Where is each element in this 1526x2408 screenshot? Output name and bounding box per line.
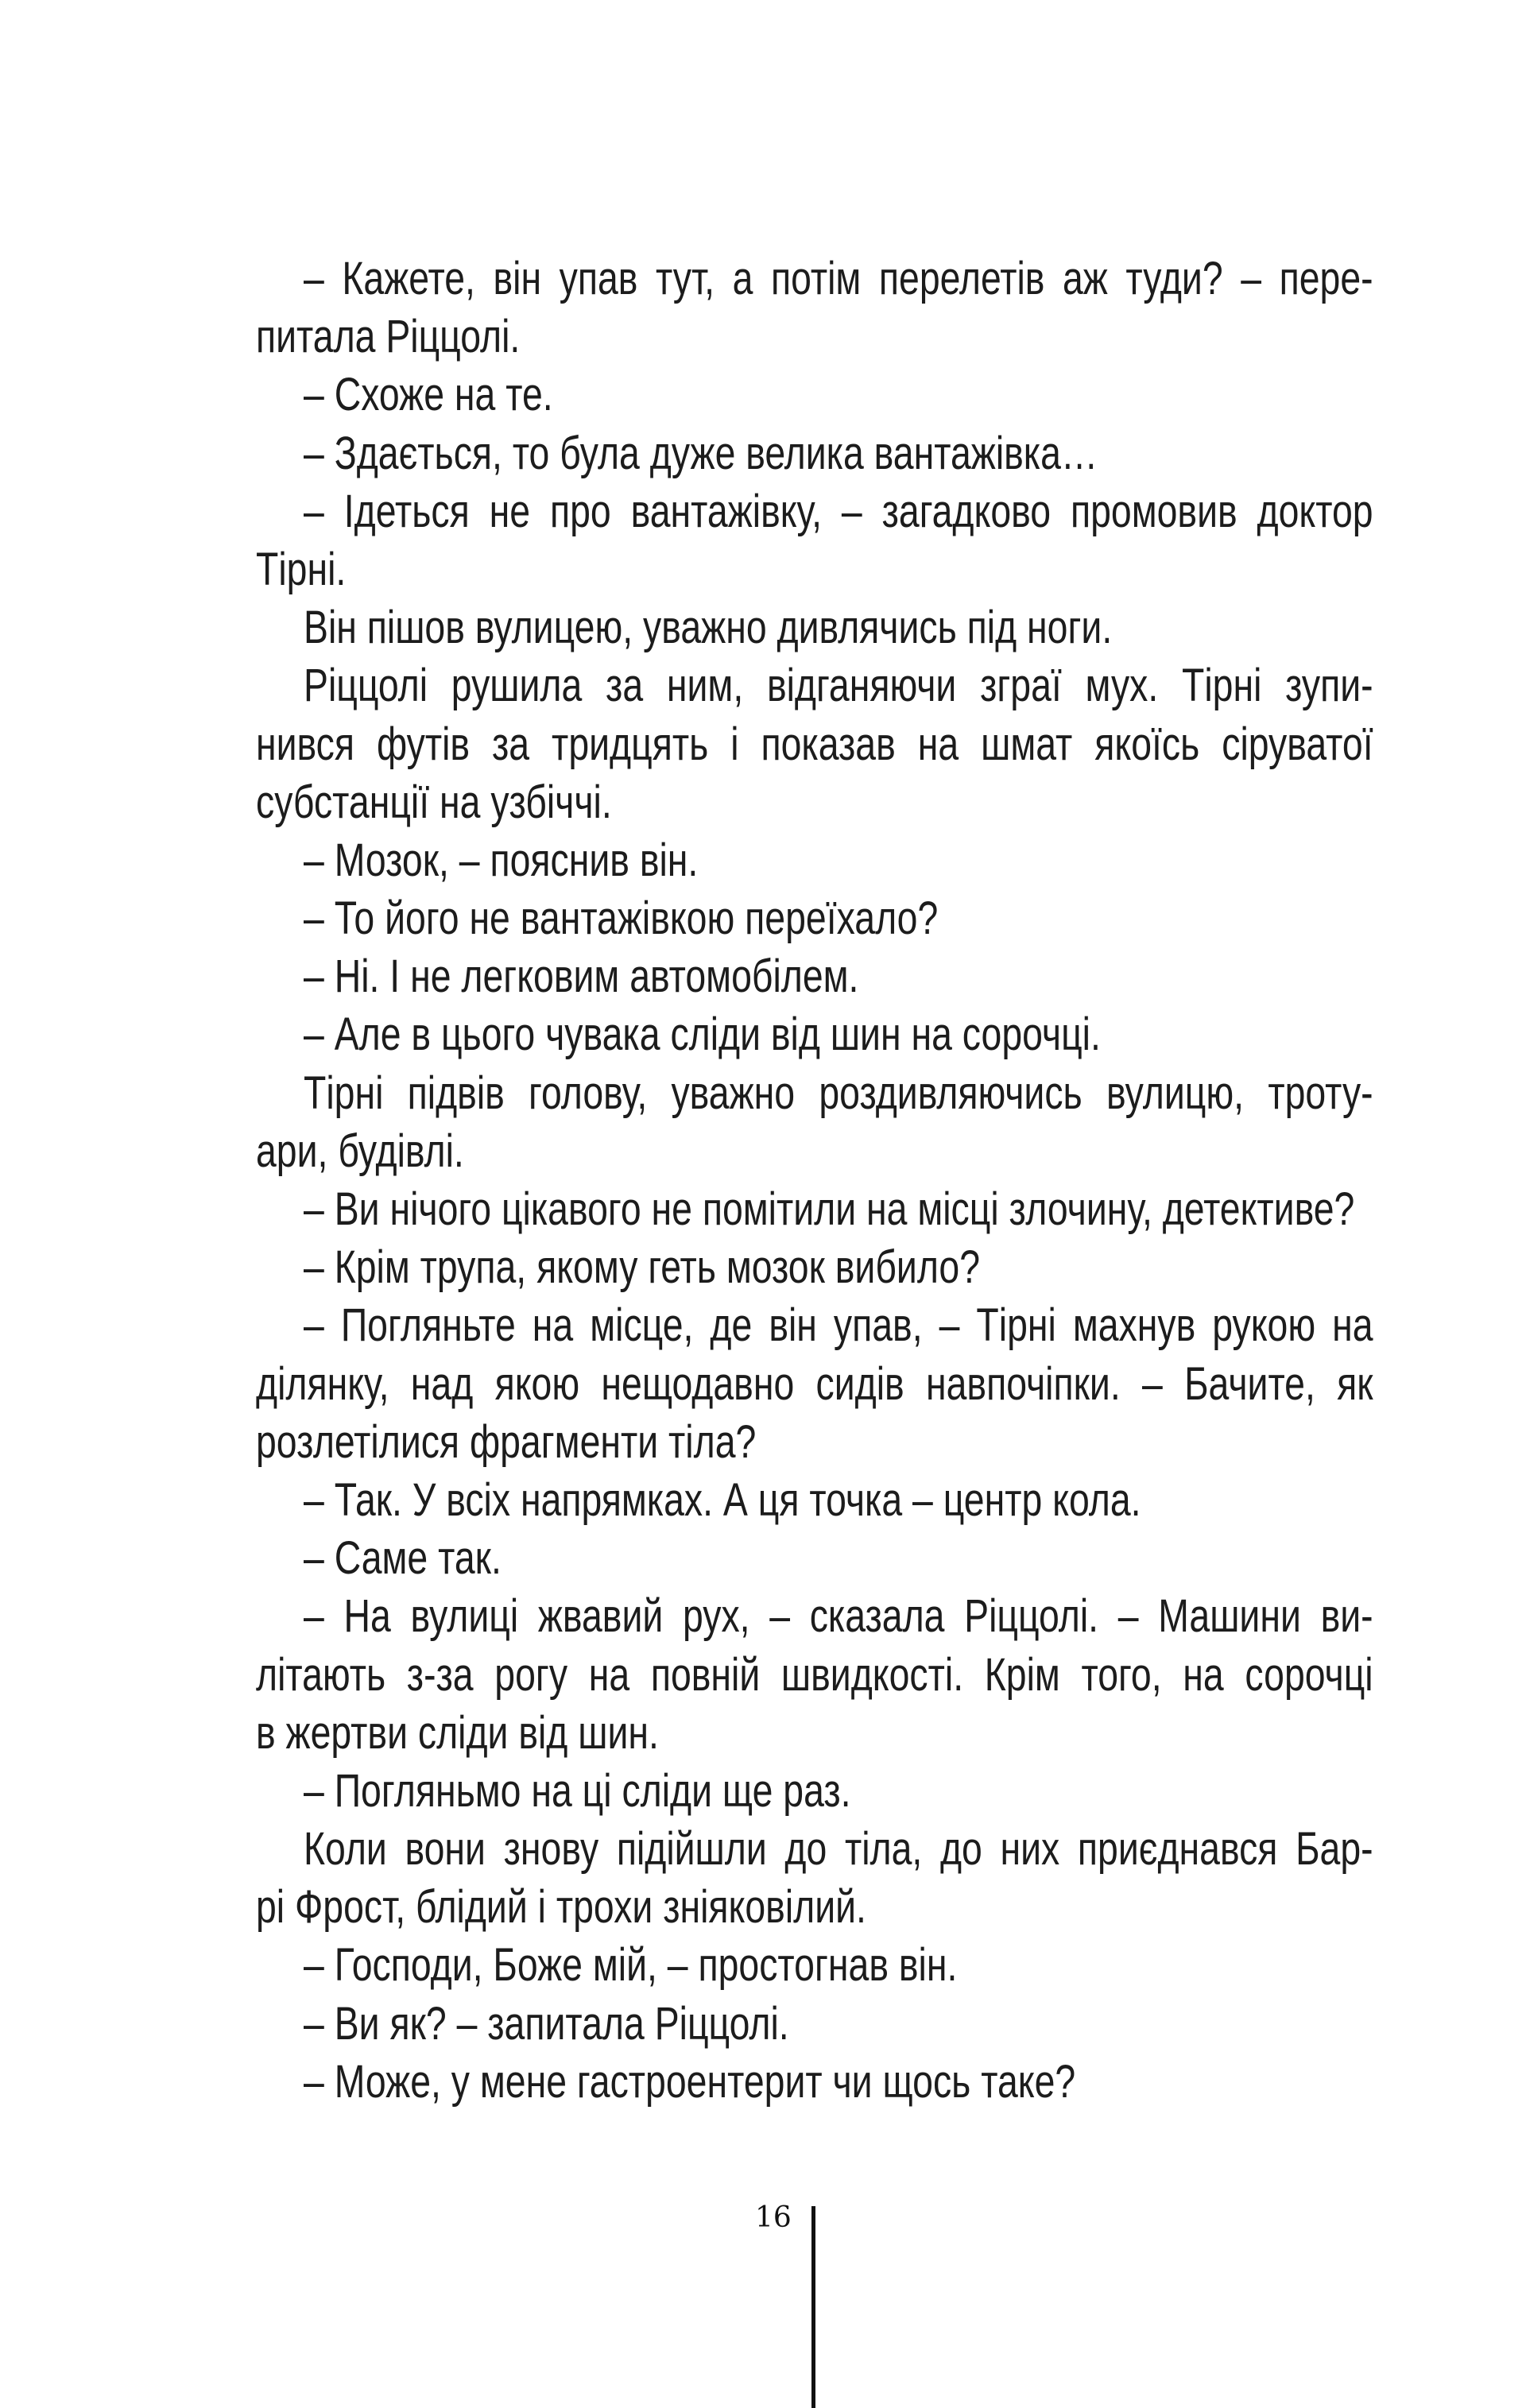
text-line: питала Ріццолі. bbox=[256, 311, 521, 363]
text-line: – Але в цього чувака сліди від шин на сорочці. bbox=[304, 1008, 1101, 1061]
text-line: Ріццолі рушила за ним, відганяючи зграї мух. Тірні зупи- bbox=[304, 660, 1373, 712]
text-line: – То його не вантажівкою переїхало? bbox=[304, 892, 939, 945]
text-line: ділянку, над якою нещодавно сидів навпочіпки. – Бачите, як bbox=[256, 1357, 1373, 1410]
text-line: рі Фрост, блідий і трохи зніяковілий. bbox=[256, 1881, 866, 1934]
text-line: – Погляньмо на ці сліди ще раз. bbox=[304, 1764, 851, 1817]
text-line: Він пішов вулицею, уважно дивлячись під ноги. bbox=[304, 602, 1113, 654]
text-line: – Кажете, він упав тут, а потім перелетів аж туди? – пере- bbox=[304, 253, 1373, 304]
page-number: 16 bbox=[755, 2201, 792, 2234]
text-line: – Мозок, – пояснив він. bbox=[304, 834, 699, 886]
text-line: – Господи, Боже мій, – простогнав він. bbox=[304, 1939, 958, 1992]
text-line: Коли вони знову підійшли до тіла, до них приєднався Бар- bbox=[304, 1823, 1373, 1876]
text-line: нився футів за тридцять і показав на шмат якоїсь сіруватої bbox=[256, 718, 1373, 770]
page-edge-rule bbox=[811, 2206, 815, 2408]
text-line: – Може, у мене гастроентерит чи щось таке? bbox=[304, 2055, 1076, 2108]
text-line: – Так. У всіх напрямках. А ця точка – центр кола. bbox=[304, 1473, 1141, 1526]
text-line: – Ви нічого цікавого не помітили на місці злочину, детективе? bbox=[304, 1183, 1355, 1235]
text-line: ари, будівлі. bbox=[256, 1125, 464, 1177]
text-line: – Крім трупа, якому геть мозок вибило? bbox=[304, 1241, 981, 1294]
text-line: субстанції на узбіччі. bbox=[256, 776, 612, 828]
text-line: – На вулиці жвавий рух, – сказала Ріццолі. – Машини ви- bbox=[304, 1590, 1373, 1643]
text-line: – Ви як? – запитала Ріццолі. bbox=[304, 1997, 789, 2050]
text-line: – Погляньте на місце, де він упав, – Тірні махнув рукою на bbox=[304, 1299, 1373, 1352]
text-line: літають з-за рогу на повній швидкості. Крім того, на сорочці bbox=[256, 1648, 1373, 1701]
text-line: – Ні. І не легковим автомобілем. bbox=[304, 950, 859, 1003]
text-line: Тірні підвів голову, уважно роздивляючись вулицю, троту- bbox=[304, 1067, 1373, 1119]
text-line: – Ідеться не про вантажівку, – загадково промовив доктор bbox=[304, 485, 1373, 537]
text-line: розлетілися фрагменти тіла? bbox=[256, 1415, 757, 1468]
text-line: – Здається, то була дуже велика вантажівка… bbox=[304, 427, 1098, 479]
body-text bbox=[256, 250, 1373, 2111]
text-line: – Схоже на те. bbox=[304, 369, 553, 421]
text-line: Тірні. bbox=[256, 543, 347, 595]
text-line: – Саме так. bbox=[304, 1532, 502, 1585]
text-line: в жертви сліди від шин. bbox=[256, 1706, 659, 1759]
